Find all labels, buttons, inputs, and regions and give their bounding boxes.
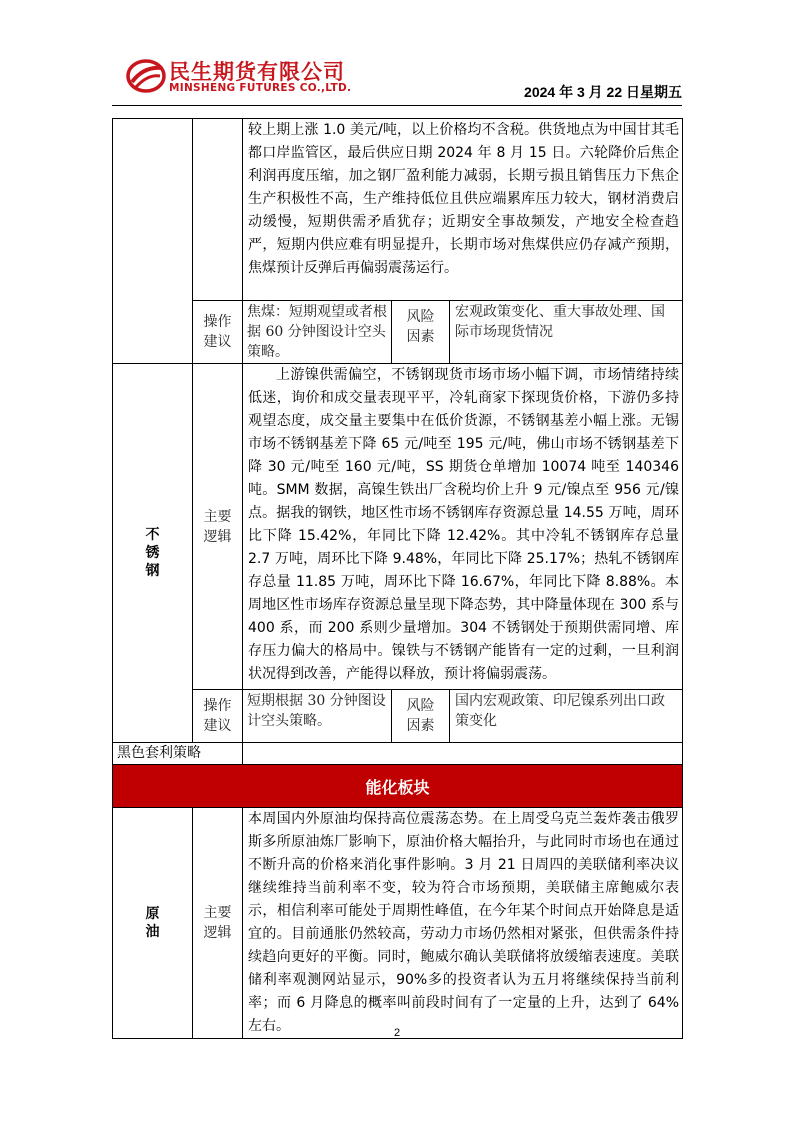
report-date: 2024 年 3 月 22 日星期五 xyxy=(524,84,682,100)
crude-logic-text: 本周国内外原油均保持高位震荡态势。在上周受乌克兰轰炸袭击俄罗斯多所原油炼厂影响下，原油价格大幅抬升，与此同时市场也在通过不断升高的价格来消化事件影响。3 月 21 日周四的美联储利率决议继续维持当前利率不变，较为符合市场预期，美联储主席鲍威尔表示，相信利率可能处于周期性峰值，在今年某个时间点开始降息是适宜的。目前通胀仍然较高，劳动力市场仍然相对紧张，但供需条件持续趋向更好的平衡。同时，鲍威尔确认美联储将放缓缩表速度。美联储利率观测网站显示，90%多的投资者认为五月将继续保持当前利率；而 6 月降息的概率叫前段时间有了一定量的上升，达到了 64%左右。 xyxy=(248,811,679,1034)
coking-coal-risk-text: 宏观政策变化、重大事故处理、国际市场现货情况 xyxy=(455,304,665,340)
commodity-table xyxy=(112,118,683,1039)
stainless-op-text: 短期根据 30 分钟图设计空头策略。 xyxy=(243,690,392,742)
coking-coal-logic-text: 较上期上涨 1.0 美元/吨，以上价格均不含税。供货地点为中国甘其毛都口岸监管区，最后供应日期 2024 年 8 月 15 日。六轮降价后焦企利润再度压缩，加之钢厂盈利能力减弱，长期亏损且销售压力下焦企生产积极性不高，生产维持低位且供应端累库压力较大，钢材消费启动缓慢，短期供需矛盾犹存；近期安全事故频发，产地安全检查趋严，短期内供应难有明显提升，长期市场对焦煤供应仍存减产预期，焦煤预计反弹后再偏弱震荡运行。 xyxy=(248,122,679,276)
stainless-op-subtable xyxy=(243,690,682,742)
crude-name-text: 原油 xyxy=(145,906,160,940)
coking-coal-name-cell xyxy=(113,119,193,364)
black-arbitrage-row xyxy=(113,743,683,765)
energy-banner-row xyxy=(113,765,683,808)
coking-coal-logic-label-cell xyxy=(193,119,243,301)
stainless-op-row xyxy=(113,690,683,743)
coking-coal-op-cell xyxy=(243,301,683,364)
crude-logic-label: 主要 逻辑 xyxy=(193,808,243,1039)
header-divider xyxy=(112,105,682,106)
page-number: 2 xyxy=(393,1027,401,1039)
crude-name xyxy=(113,808,193,1039)
stainless-logic-cell xyxy=(243,364,683,690)
page-header xyxy=(112,52,682,102)
stainless-name-text: 不锈钢 xyxy=(145,527,160,579)
coking-coal-op-subtable xyxy=(243,301,682,363)
stainless-risk-text: 国内宏观政策、印尼镍系列出口政策变化 xyxy=(455,693,665,729)
black-arbitrage-label: 黑色套利策略 xyxy=(113,743,243,765)
stainless-op-cell xyxy=(243,690,683,743)
stainless-name xyxy=(113,364,193,743)
stainless-op-label: 操作 建议 xyxy=(193,690,243,743)
coking-coal-risk-label: 风险 因素 xyxy=(392,301,450,363)
stainless-logic-text: 上游镍供需偏空，不锈钢现货市场市场小幅下调，市场情绪持续低迷，询价和成交量表现平平，冷轧商家下探现货价格，下游仍多持观望态度，成交量主要集中在低价货源，不锈钢基差小幅上涨。无锡市场不锈钢基差下降 65 元/吨至 195 元/吨，佛山市场不锈钢基差下降 30 元/吨至 160 元/吨，SS 期货仓单增加 10074 吨至 140346 吨。SMM 数据，高镍生铁出厂含税均价上升 9 元/镍点至 956 元/镍点。据我的钢铁，地区性市场不锈钢库存资源总量 14.55 万吨，周环比下降 15.42%，年同比下降 12.42%。其中冷轧不锈钢库存总量 2.7 万吨，周环比下降 9.48%，年同比下降 25.17%；热轧不锈钢库存总量 11.85 万吨，周环比下降 16.67%，年同比下降 8.88%。本周地区性市场库存资源总量呈现下降态势，其中降量体现在 300 系与 400 系，而 200 系则少量增加。304 不锈钢处于预期供需同增、库存压力偏大的格局中。镍铁与不锈钢产能皆有一定的过剩，一旦利润状况得到改善，产能得以释放，预计将偏弱震荡。 xyxy=(248,367,679,682)
crude-logic-row xyxy=(113,808,683,1039)
company-name-en: MINSHENG FUTURES CO.,LTD. xyxy=(169,82,352,94)
coking-coal-op-text: 焦煤：短期观望或者根据 60 分钟图设计空头策略。 xyxy=(243,301,392,363)
coking-coal-op-row xyxy=(113,301,683,364)
coking-coal-logic-row xyxy=(113,119,683,301)
crude-logic-cell xyxy=(243,808,683,1039)
coking-coal-logic-cell xyxy=(243,119,683,301)
stainless-logic-label: 主要 逻辑 xyxy=(193,364,243,690)
company-name-cn: 民生期货有限公司 xyxy=(169,60,345,84)
black-arbitrage-content xyxy=(243,743,683,765)
coking-coal-op-label: 操作 建议 xyxy=(193,301,243,364)
energy-section-banner: 能化板块 xyxy=(113,765,683,808)
stainless-risk-label: 风险 因素 xyxy=(392,690,450,742)
stainless-logic-row xyxy=(113,364,683,690)
company-logo xyxy=(112,52,372,98)
minsheng-logo-icon xyxy=(126,58,166,94)
